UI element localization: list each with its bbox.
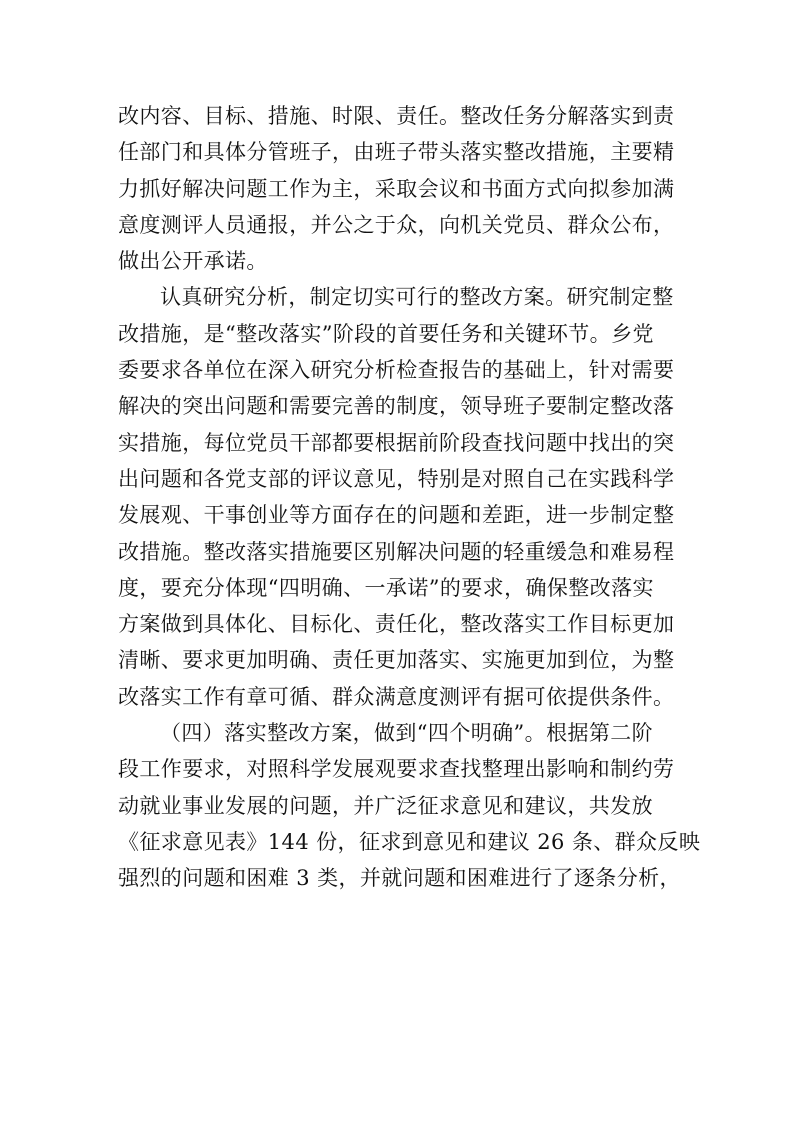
text-line: 强烈的问题和困难 3 类，并就问题和困难进行了逐条分析， [118,866,681,891]
text-line: 改措施，是“整改落实”阶段的首要任务和关键环节。乡党 [118,321,654,346]
text-line: 委要求各单位在深入研究分析检查报告的基础上，针对需要 [118,358,675,383]
text-line: 改落实工作有章可循、群众满意度测评有据可依提供条件。 [118,684,675,709]
text-line: 解决的突出问题和需要完善的制度，领导班子要制定整改落 [118,394,675,419]
text-line: 段工作要求，对照科学发展观要求查找整理出影响和制约劳 [118,757,675,782]
text-line: 出问题和各党支部的评议意见，特别是对照自己在实践科学 [118,466,675,491]
text-line: （四）落实整改方案，做到“四个明确”。根据第二阶 [160,721,654,746]
text-line: 动就业事业发展的问题，并广泛征求意见和建议，共发放 [118,793,653,818]
text-line: 认真研究分析，制定切实可行的整改方案。研究制定整 [160,285,674,310]
text-line: 意度测评人员通报，并公之于众，向机关党员、群众公布， [118,212,675,237]
paragraph-2 [118,279,698,715]
text-line: 度，要充分体现“四明确、一承诺”的要求，确保整改落实 [118,575,654,600]
text-line: 做出公开承诺。 [118,249,268,274]
text-line: 改内容、目标、措施、时限、责任。整改任务分解落实到责 [118,104,675,128]
text-line: 发展观、干事创业等方面存在的问题和差距，进一步制定整 [118,503,675,528]
text-line: 任部门和具体分管班子，由班子带头落实整改措施，主要精 [118,140,675,165]
text-line: 方案做到具体化、目标化、责任化，整改落实工作目标更加 [118,612,675,637]
paragraph-3 [118,715,701,896]
text-line: 改措施。整改落实措施要区别解决问题的轻重缓急和难易程 [118,539,675,564]
text-line: 清晰、要求更加明确、责任更加落实、实施更加到位，为整 [118,648,675,673]
text-line: 力抓好解决问题工作为主，采取会议和书面方式向拟参加满 [118,176,675,201]
text-line: 实措施，每位党员干部都要根据前阶段查找问题中找出的突 [118,430,675,455]
text-line: 《征求意见表》144 份，征求到意见和建议 26 条、群众反映 [118,829,701,854]
body-text [118,98,701,897]
paragraph-1 [118,98,698,279]
